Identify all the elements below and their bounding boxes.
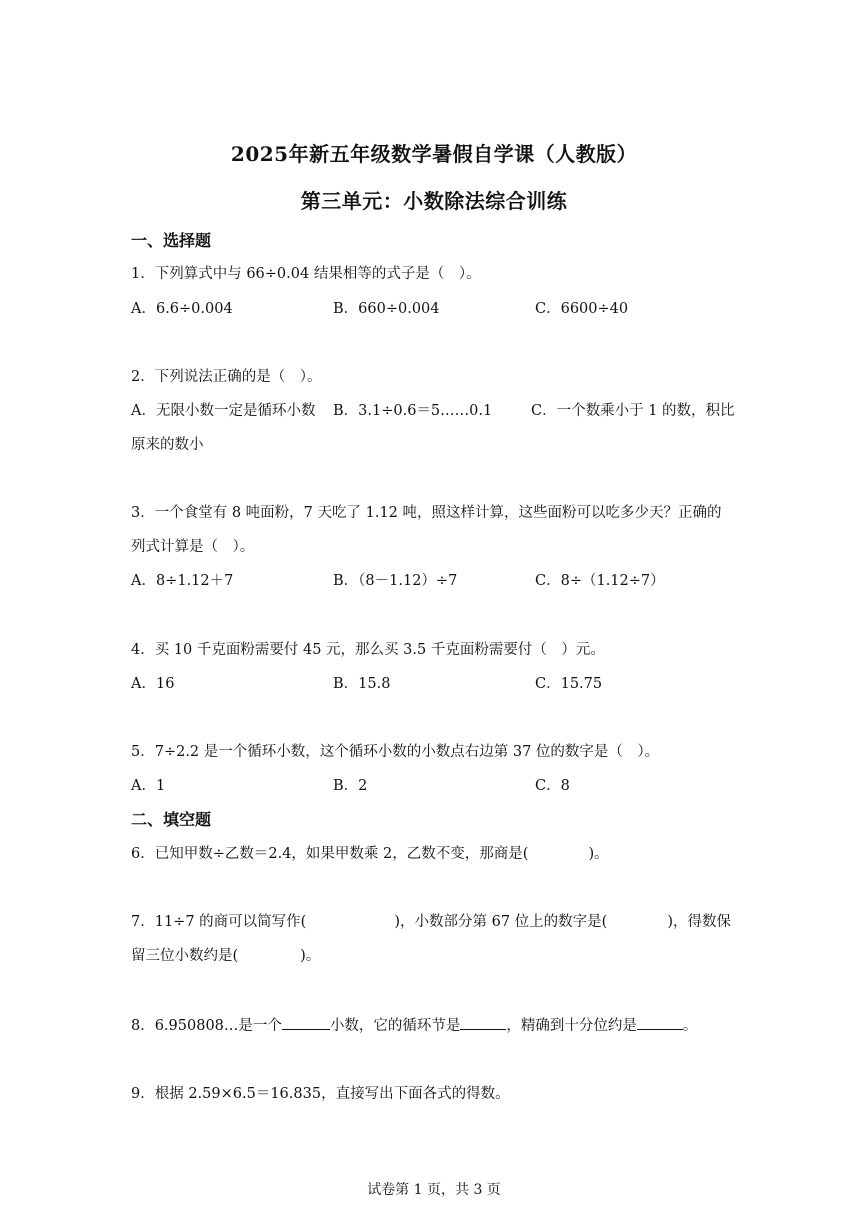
question-3-option-a: A．8÷1.12＋7 — [131, 573, 234, 589]
question-2-option-b: B．3.1÷0.6＝5……0.1 — [333, 403, 493, 419]
question-7-line2 — [131, 944, 320, 965]
question-1-option-a: A．6.6÷0.004 — [131, 301, 233, 317]
question-7-text-4: 留三位小数约是( — [131, 948, 239, 964]
question-9-stem: 9．根据 2.59×6.5＝16.835，直接写出下面各式的得数。 — [131, 1086, 510, 1102]
question-8-text-2: 小数，它的循环节是 — [329, 1018, 461, 1034]
question-5-option-c: C．8 — [535, 778, 570, 794]
question-7-text-2: )，小数部分第 67 位上的数字是( — [394, 914, 608, 930]
question-4-option-c: C．15.75 — [535, 676, 603, 692]
question-7-text-5: )。 — [300, 948, 321, 964]
question-5-option-a: A．1 — [131, 778, 166, 794]
question-3-stem-line2: 列式计算是（ ）。 — [131, 539, 255, 555]
question-3-option-c: C．8÷（1.12÷7） — [535, 573, 665, 589]
question-7-text-3: )，得数保 — [667, 914, 731, 930]
question-2-option-c: C．一个数乘小于 1 的数，积比 — [531, 403, 735, 419]
question-4-stem: 4．买 10 千克面粉需要付 45 元，那么买 3.5 千克面粉需要付（ ）元。 — [131, 642, 605, 658]
question-8 — [131, 1014, 697, 1035]
question-3-option-b: B．（8－1.12）÷7 — [333, 573, 458, 589]
question-5-stem: 5．7÷2.2 是一个循环小数，这个循环小数的小数点右边第 37 位的数字是（ ）。 — [131, 744, 660, 760]
question-5-option-b: B．2 — [333, 778, 368, 794]
question-6 — [131, 842, 609, 863]
page-subtitle: 第三单元：小数除法综合训练 — [300, 189, 568, 213]
question-1-option-c: C．6600÷40 — [535, 301, 629, 317]
question-6-text-1: 6．已知甲数÷乙数＝2.4，如果甲数乘 2，乙数不变，那商是( — [131, 846, 529, 862]
question-3-stem-line1: 3．一个食堂有 8 吨面粉，7 天吃了 1.12 吨，照这样计算，这些面粉可以吃多少天？正确的 — [131, 505, 722, 521]
question-7-line1 — [131, 910, 731, 931]
question-4-option-b: B．15.8 — [333, 676, 391, 692]
question-1-stem: 1．下列算式中与 66÷0.04 结果相等的式子是（ ）。 — [131, 266, 481, 282]
page-title: 2025年新五年级数学暑假自学课（人教版） — [230, 142, 638, 166]
question-1-option-b: B．660÷0.004 — [333, 301, 440, 317]
question-8-text-3: ，精确到十分位约是 — [506, 1018, 637, 1034]
question-2-stem: 2．下列说法正确的是（ ）。 — [131, 369, 322, 385]
question-6-text-2: )。 — [588, 846, 609, 862]
section-choice-heading: 一、选择题 — [131, 231, 212, 250]
question-8-blank-1[interactable] — [282, 1015, 330, 1030]
question-8-text-4: 。 — [682, 1018, 698, 1034]
question-2-option-c-continued: 原来的数小 — [131, 437, 204, 453]
section-fill-heading: 二、填空题 — [131, 810, 212, 829]
question-4-option-a: A．16 — [131, 676, 175, 692]
question-8-blank-2[interactable] — [460, 1015, 506, 1030]
question-2-option-a: A．无限小数一定是循环小数 — [131, 403, 316, 419]
question-8-blank-3[interactable] — [637, 1015, 683, 1030]
question-8-text-1: 8．6.950808…是一个 — [131, 1018, 282, 1034]
question-7-text-1: 7．11÷7 的商可以简写作( — [131, 914, 307, 930]
page-footer: 试卷第 1 页，共 3 页 — [367, 1182, 501, 1198]
